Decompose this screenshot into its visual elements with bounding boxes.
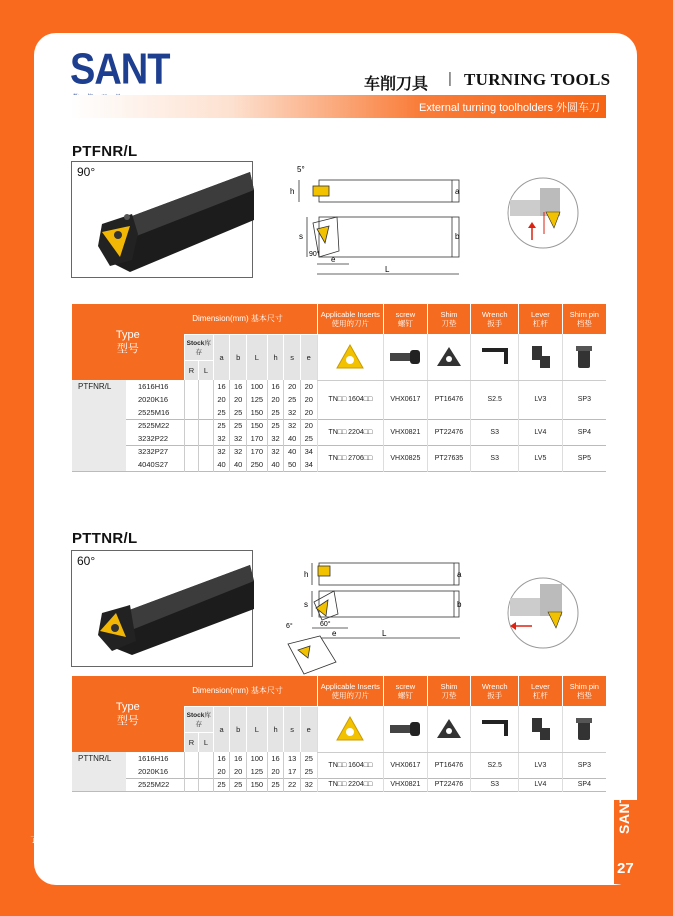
lever-image — [519, 706, 563, 752]
insert-code: TN□□ 1604□□ — [317, 380, 383, 419]
side-brand: SANT — [616, 793, 632, 834]
page-title-cn: 车削刀具 — [364, 76, 429, 93]
lever-code: LV5 — [519, 445, 563, 471]
model-cell: 2020K16 — [138, 395, 169, 404]
shim-code: PT27635 — [427, 445, 471, 471]
screw-image — [384, 334, 428, 380]
dimension-header: Dimension(mm) 基本尺寸 — [184, 676, 317, 706]
table-row: 4040S27 40 40 250 40 50 34 — [72, 458, 606, 471]
shim-code: PT16476 — [427, 752, 471, 778]
table-row: 3232P22 32 32 170 32 40 25 — [72, 432, 606, 445]
stock-header: Stock库存 — [184, 334, 213, 360]
label-L: L — [385, 265, 390, 274]
logo-wordmark: SANT — [70, 45, 170, 94]
screw-code: VHX0821 — [384, 419, 428, 445]
label-a: a — [455, 187, 460, 196]
wrench-code: S2.5 — [471, 380, 519, 419]
insert-code: TN□□ 2204□□ — [317, 778, 383, 791]
screw-code: VHX0617 — [384, 752, 428, 778]
table-row: 2020K16 20 20 125 20 17 25 — [72, 765, 606, 778]
type-header — [72, 304, 184, 380]
wrench-header: Wrench 扳手 — [471, 304, 519, 334]
catalog-page — [34, 33, 637, 885]
dim-b-header: b — [230, 706, 247, 752]
screw-header: screw 螺钉 — [384, 304, 428, 334]
label-a: a — [457, 570, 462, 579]
stock-r-header: R — [184, 732, 199, 752]
screw-code: VHX0617 — [384, 380, 428, 419]
insert-image — [317, 334, 383, 380]
table-row: 2020K16 20 20 125 20 25 20 — [72, 393, 606, 406]
type-label-cn: 型号 — [116, 343, 139, 355]
triangle-insert-icon — [335, 715, 365, 743]
wrench-image — [471, 334, 519, 380]
triangle-insert-icon — [335, 343, 365, 371]
page-number: 27 — [617, 860, 634, 877]
section-title: PTTNR/L — [72, 530, 138, 547]
shim-header: Shim 刀垫 — [427, 304, 471, 334]
type-label-cn: 型号 — [116, 715, 139, 727]
label-angle: 60° — [320, 621, 331, 628]
page-title-en: TURNING TOOLS — [464, 70, 611, 89]
dim-h-header: h — [267, 706, 284, 752]
table-row: 2525M22 25 25 150 25 22 32 TN□□ 2204□□ VHX0821 PT22476 S3 LV4 SP4 — [72, 778, 606, 791]
hex-wrench-icon — [478, 346, 512, 368]
label-s: s — [299, 232, 303, 241]
shimpin-code: SP4 — [562, 778, 606, 791]
table-row: 2525M22 25 25 150 25 32 20 TN□□ 2204□□ VHX0821 PT22476 S3 LV4 SP4 — [72, 419, 606, 432]
screw-code: VHX0825 — [384, 445, 428, 471]
stock-l-header: L — [199, 732, 214, 752]
label-e: e — [331, 255, 336, 264]
shim-header: Shim 刀垫 — [427, 676, 471, 706]
wrench-image — [471, 706, 519, 752]
wrench-code: S3 — [471, 419, 519, 445]
model-cell: 3232P22 — [138, 433, 169, 443]
label-L: L — [382, 629, 387, 638]
dimension-drawing — [289, 161, 464, 281]
table-row: 2525M16 25 25 150 25 32 20 — [72, 406, 606, 419]
dim-h-header: h — [267, 334, 284, 380]
shimpin-code: SP3 — [562, 380, 606, 419]
wrench-header: Wrench 扳手 — [471, 676, 519, 706]
lever-icon — [526, 344, 554, 370]
dim-e-header: e — [300, 334, 317, 380]
lever-code: LV3 — [519, 752, 563, 778]
lever-code: LV3 — [519, 380, 563, 419]
wrench-code: S3 — [471, 778, 519, 791]
dim-L-header: L — [246, 334, 267, 380]
label-b: b — [457, 600, 462, 609]
product-photo — [71, 550, 253, 667]
shim-icon — [435, 717, 463, 741]
dim-s-header: s — [284, 334, 301, 380]
lever-code: LV4 — [519, 778, 563, 791]
model-cell: 2020K16 — [138, 766, 169, 776]
toolholder-photo-icon — [72, 162, 254, 279]
shimpin-code: SP5 — [562, 445, 606, 471]
approach-angle: 60° — [77, 554, 96, 568]
shim-pin-icon — [573, 716, 595, 742]
toolholder-photo-icon — [72, 551, 254, 668]
dim-a-header: a — [213, 706, 230, 752]
shimpin-image — [562, 706, 606, 752]
label-h: h — [304, 570, 309, 579]
stock-header: Stock库存 — [184, 706, 213, 732]
table-row: 3232P27 32 32 170 32 40 34 TN□□ 2706□□ VHX0825 PT27635 S3 LV5 SP5 — [72, 445, 606, 458]
model-cell: 2525M22 — [138, 780, 170, 789]
shim-code: PT16476 — [427, 380, 471, 419]
type-header — [72, 676, 184, 752]
label-top-angle: 5° — [297, 165, 305, 174]
family-cell: PTFNR/L — [72, 380, 126, 471]
screw-code: VHX0821 — [384, 778, 428, 791]
family-cell: PTTNR/L — [72, 752, 126, 791]
shim-pin-icon — [573, 344, 595, 370]
shimpin-header: Shim pin 档垫 — [562, 676, 606, 706]
model-cell: 4040S27 — [138, 459, 169, 469]
shim-image — [427, 706, 471, 752]
title-separator: | — [448, 70, 452, 87]
label-b: b — [455, 232, 460, 241]
lever-icon — [526, 716, 554, 742]
screw-header: screw 螺钉 — [384, 676, 428, 706]
inserts-header: Applicable Inserts 使用的刀片 — [317, 676, 383, 706]
wrench-code: S3 — [471, 445, 519, 471]
type-label-en: Type — [115, 701, 140, 713]
shimpin-header: Shim pin 档垫 — [562, 304, 606, 334]
spec-table — [72, 304, 606, 472]
category-banner — [70, 95, 606, 118]
shimpin-code: SP3 — [562, 752, 606, 778]
approach-angle: 90° — [77, 165, 96, 179]
shim-icon — [435, 345, 463, 369]
label-e: e — [332, 629, 337, 638]
model-cell: 2525M16 — [138, 407, 170, 417]
insert-code: TN□□ 2204□□ — [317, 419, 383, 445]
screw-image — [384, 706, 428, 752]
shimpin-code: SP4 — [562, 419, 606, 445]
dim-a-header: a — [213, 334, 230, 380]
inserts-header: Applicable Inserts 使用的刀片 — [317, 304, 383, 334]
type-label-en: Type — [115, 329, 140, 341]
dim-L-header: L — [246, 706, 267, 752]
dim-b-header: b — [230, 334, 247, 380]
application-diagram — [506, 576, 580, 650]
shimpin-image — [562, 334, 606, 380]
dimension-drawing — [264, 558, 464, 688]
wrench-code: S2.5 — [471, 752, 519, 778]
hex-wrench-icon — [478, 718, 512, 740]
banner-text: External turning toolholders 外圆车刀 — [419, 102, 600, 114]
section-title: PTFNR/L — [72, 143, 138, 160]
dimension-header: Dimension(mm) 基本尺寸 — [184, 304, 317, 334]
application-diagram — [506, 176, 580, 250]
label-h: h — [290, 187, 295, 196]
model-cell: 1616H16 — [138, 382, 169, 391]
insert-code: TN□□ 1604□□ — [317, 752, 383, 778]
screw-icon — [388, 719, 422, 739]
shim-code: PT22476 — [427, 419, 471, 445]
table-row: PTTNR/L 1616H16 16 16 100 16 13 25 TN□□ 1604□□ VHX0617 PT16476 S2.5 LV3 SP3 — [72, 752, 606, 765]
model-cell: 2525M22 — [138, 421, 170, 431]
stock-l-header: L — [199, 360, 214, 380]
insert-code: TN□□ 2706□□ — [317, 445, 383, 471]
label-top-angle: 6° — [286, 623, 293, 630]
lever-header: Lever 杠杆 — [519, 304, 563, 334]
insert-image — [317, 706, 383, 752]
shim-image — [427, 334, 471, 380]
lever-image — [519, 334, 563, 380]
label-s: s — [304, 600, 308, 609]
model-cell: 3232P27 — [138, 447, 169, 457]
logo — [70, 45, 170, 101]
screw-icon — [388, 347, 422, 367]
dim-s-header: s — [284, 706, 301, 752]
dim-e-header: e — [300, 706, 317, 752]
page-tab — [614, 793, 640, 884]
spec-table — [72, 676, 606, 792]
shim-code: PT22476 — [427, 778, 471, 791]
footer-notice: 了解具体库存情况请致电厂家 详情请登陆网站www.hnsant.com — [30, 835, 250, 844]
label-angle: 90° — [309, 251, 320, 258]
product-photo — [71, 161, 253, 278]
lever-code: LV4 — [519, 419, 563, 445]
lever-header: Lever 杠杆 — [519, 676, 563, 706]
table-row: PTFNR/L 1616H16 16 16 100 16 20 20 TN□□ 1604□□ VHX0617 PT16476 S2.5 LV3 SP3 — [72, 380, 606, 393]
stock-r-header: R — [184, 360, 199, 380]
model-cell: 1616H16 — [138, 754, 169, 763]
